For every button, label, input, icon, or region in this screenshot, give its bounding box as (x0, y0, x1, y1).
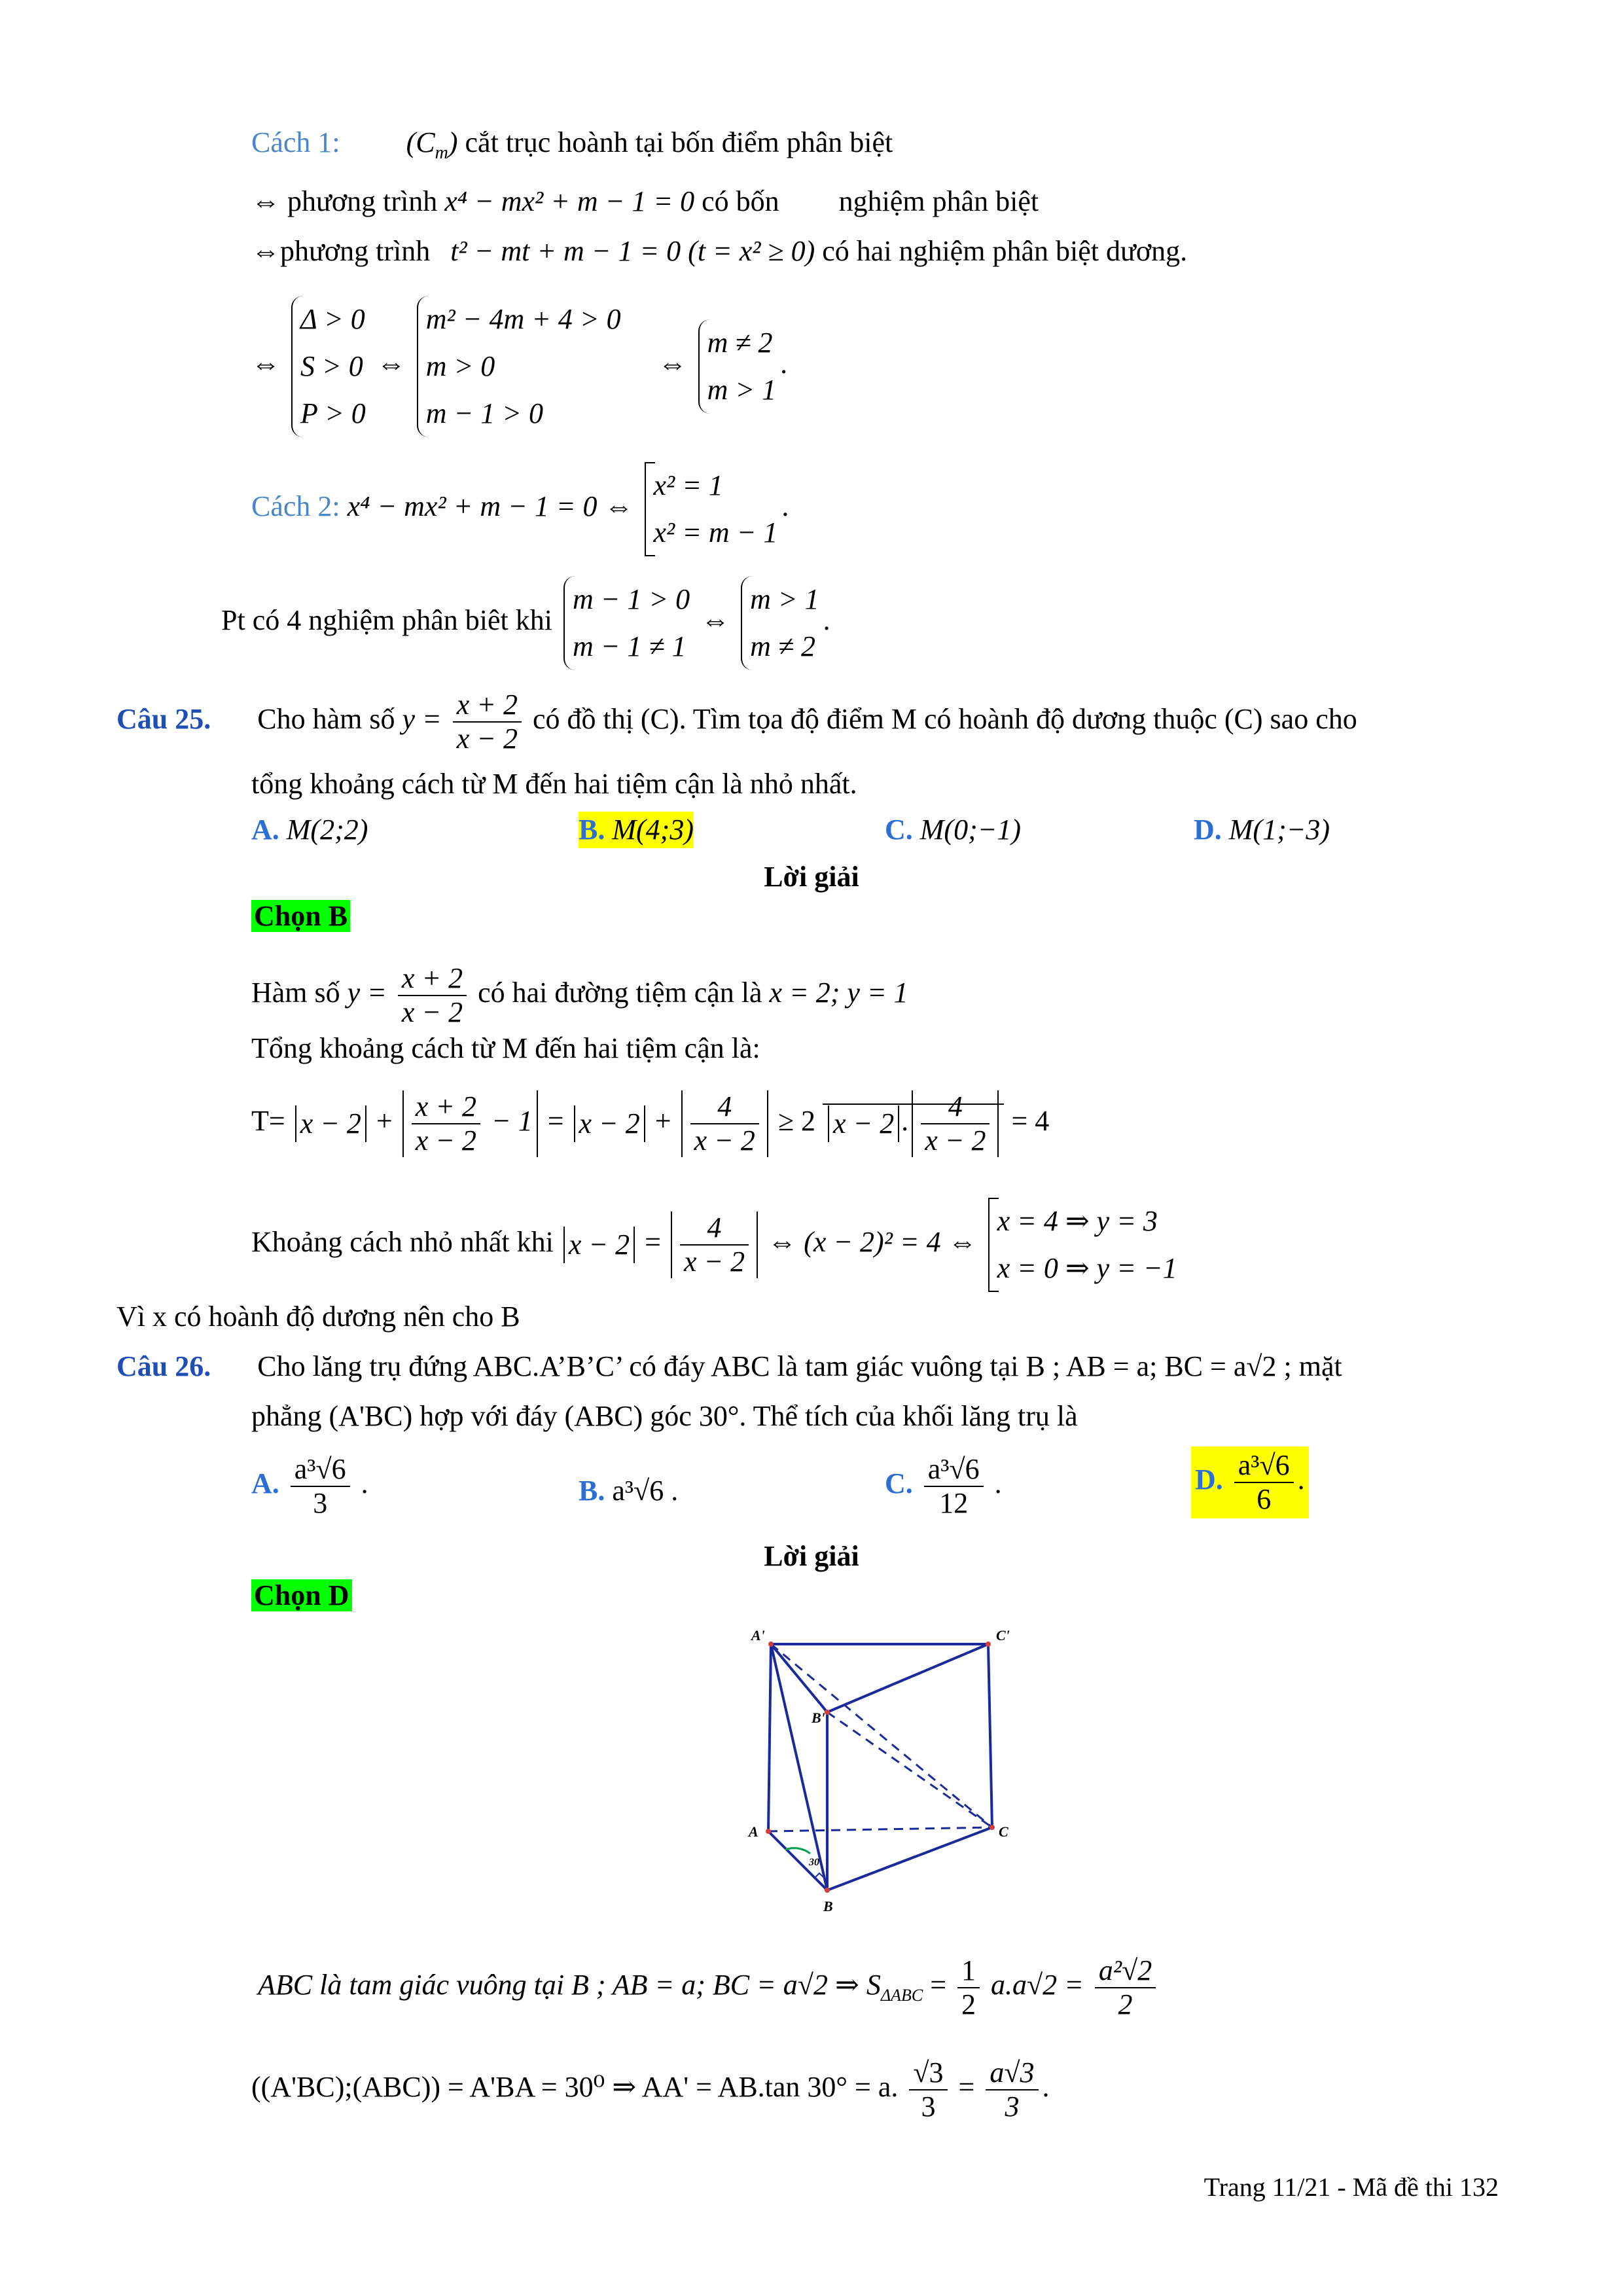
cm-symbol: $(C_m)$ (406, 126, 458, 163)
pt-iff: ⇔ (701, 604, 730, 637)
pt-line: Pt có 4 nghiệm phân biêt khi m − 1 > 0 m − 1 ≠ 1 ⇔ m > 1 m ≠ 2 . (221, 576, 830, 670)
edge-cprime-c (988, 1644, 992, 1827)
q26-number: Câu 26. (116, 1350, 211, 1382)
pt-text: Pt có 4 nghiệm phân biêt khi (221, 604, 552, 637)
q25-chon: Chọn B (251, 898, 350, 935)
cach1-line2-eq: x⁴ − mx² + m − 1 = 0 (444, 185, 695, 217)
q26-option-d[interactable]: D. $\frac{\text{a³√6}}{6}$ . (1191, 1446, 1309, 1518)
cach2-line: Cách 2: x⁴ − mx² + m − 1 = 0 ⇔ x² = 1 x² = m − 1 . (251, 462, 789, 556)
cach1-text: cắt trục hoành tại bốn điểm phân biệt (465, 126, 893, 158)
pt-system1: m − 1 > 0 m − 1 ≠ 1 (563, 576, 690, 670)
prism-figure (740, 1623, 1027, 1911)
cach1-line2-c: nghiệm phân biệt (838, 185, 1039, 217)
cach1-line3-eq: t² − mt + m − 1 = 0 (t = x² ≥ 0) (450, 235, 815, 267)
cach1-label: Cách 1: (251, 126, 340, 158)
edge-aprime-b (771, 1644, 827, 1890)
q25-fraction: $\frac{x + 2}{x - 2}$ (453, 689, 522, 755)
label-angle: 30 (809, 1857, 819, 1868)
cach1-line2-b: có bốn (702, 185, 779, 217)
q25-option-b[interactable]: B. M(4;3) (579, 812, 694, 848)
edge-aprime-a (768, 1644, 771, 1831)
cach1-line (251, 124, 893, 171)
edge-aprime-c-hidden (771, 1644, 992, 1827)
q26-line2: phẳng (A'BC) hợp với đáy (ABC) góc 30°. Thể tích của khối lăng trụ là (251, 1400, 1078, 1432)
q25-sol1: Hàm số y = $\frac{x + 2}{x - 2}$ có hai đường tiệm cận là x = 2; y = 1 (251, 962, 908, 1028)
q25-option-a[interactable]: A. M(2;2) (251, 814, 368, 846)
system-result: m ≠ 2 m > 1 (698, 319, 776, 414)
iff-3: ⇔ (658, 348, 687, 380)
q25-sol3: T= x − 2 + $\frac{x + 2}{x - 2}$ − 1 = x − 2 + $\frac{4}{x - 2}$ ≥ 2 x − 2 . $\frac{4}{x - 2}$ = 4 (251, 1090, 1050, 1157)
q26-loigiai: Lời giải (764, 1540, 859, 1572)
q25-number: Câu 25. (116, 703, 211, 736)
edge-bprime-c-hidden (827, 1712, 992, 1827)
system-delta: Δ > 0 S > 0 P > 0 (291, 296, 366, 437)
edge-b-c (827, 1827, 992, 1890)
label-cprime: C' (996, 1627, 1010, 1643)
q25-option-c[interactable]: C. M(0;−1) (885, 814, 1022, 846)
page-footer: Trang 11/21 - Mã đề thi 132 (1204, 2172, 1499, 2202)
cach2-eq: x⁴ − mx² + m − 1 = 0 ⇔ (347, 490, 633, 523)
pt-system2: m > 1 m ≠ 2 (741, 576, 819, 670)
iff-2: ⇔ (376, 348, 406, 380)
label-aprime: A' (751, 1627, 765, 1643)
q26-option-a[interactable]: A. $\frac{\text{a³√6}}{3}$ . (251, 1453, 368, 1519)
edge-a-c-hidden (768, 1827, 992, 1831)
cach1-line3-b: có hai nghiệm phân biệt dương. (822, 235, 1188, 267)
q25-option-d[interactable]: D. M(1;−3) (1194, 814, 1330, 846)
label-c: C (999, 1823, 1008, 1840)
q25-sol2: Tổng khoảng cách từ M đến hai tiệm cận là: (251, 1032, 760, 1064)
q26-sol1: ABC là tam giác vuông tại B ; AB = a; BC = a√2 ⇒ $S_{\Delta ABC}$ = $\frac{1}{2}$ a.a√2 = $\frac{\text{a²√2}}{2}$ (258, 1954, 1160, 2021)
cach1-line2 (251, 183, 1039, 220)
q25-y: y = (402, 703, 442, 736)
q26-text-a: Cho lăng trụ đứng ABC.A’B’C’ có đáy ABC là tam giác vuông tại B ; AB = a; BC = a√2 ; mặt (257, 1350, 1342, 1382)
cach2-label: Cách 2: (251, 490, 340, 523)
q26-sol2: ((A'BC);(ABC)) = A'BA = 30⁰ ⇒ AA' = AB.tan 30° = a. $\frac{√3}{3}$ = $\frac{a√3}{3}$ . (251, 2056, 1050, 2123)
q25-text-b: có đồ thị (C). Tìm tọa độ điểm M có hoành độ dương thuộc (C) sao cho (532, 703, 1357, 736)
cach1-line2-a: ⇔ phương trình (251, 185, 438, 217)
iff-1: ⇔ (251, 348, 280, 380)
label-b: B (823, 1898, 833, 1911)
cach1-systems: ⇔ Δ > 0 S > 0 P > 0 ⇔ m² − 4m + 4 > 0 m > 0 m − 1 > 0 ⇔ m ≠ 2 m > 1 . (251, 296, 787, 437)
cach1-line3-a: ⇔phương trình (251, 235, 431, 267)
q26-option-b[interactable]: B. a³√6 . (579, 1475, 679, 1507)
label-bprime: B' (812, 1710, 825, 1726)
label-a: A (749, 1823, 758, 1840)
q25-sol4: Khoảng cách nhỏ nhất khi x − 2 = $\frac{4}{x - 2}$ ⇔ (x − 2)² = 4 ⇔ x = 4 ⇒ y = 3 x = 0 ⇒ y = −1 (251, 1198, 1181, 1292)
q26-chon: Chọn D (251, 1577, 352, 1614)
q25-sol5: Vì x có hoành độ dương nên cho B (116, 1300, 520, 1333)
q26-line1 (116, 1348, 1342, 1385)
edge-bprime-cprime (827, 1644, 988, 1712)
system-m: m² − 4m + 4 > 0 m > 0 m − 1 > 0 (417, 296, 621, 437)
cach1-line3 (251, 233, 1187, 270)
cach2-bracket: x² = 1 x² = m − 1 (645, 462, 778, 556)
q25-line2: tổng khoảng cách từ M đến hai tiệm cận là nhỏ nhất. (251, 768, 857, 800)
q25-text-a: Cho hàm số (257, 703, 395, 736)
q25-line1 (116, 689, 1357, 755)
q25-loigiai: Lời giải (764, 861, 859, 893)
q26-option-c[interactable]: C. $\frac{\text{a³√6}}{12}$ . (885, 1453, 1002, 1519)
